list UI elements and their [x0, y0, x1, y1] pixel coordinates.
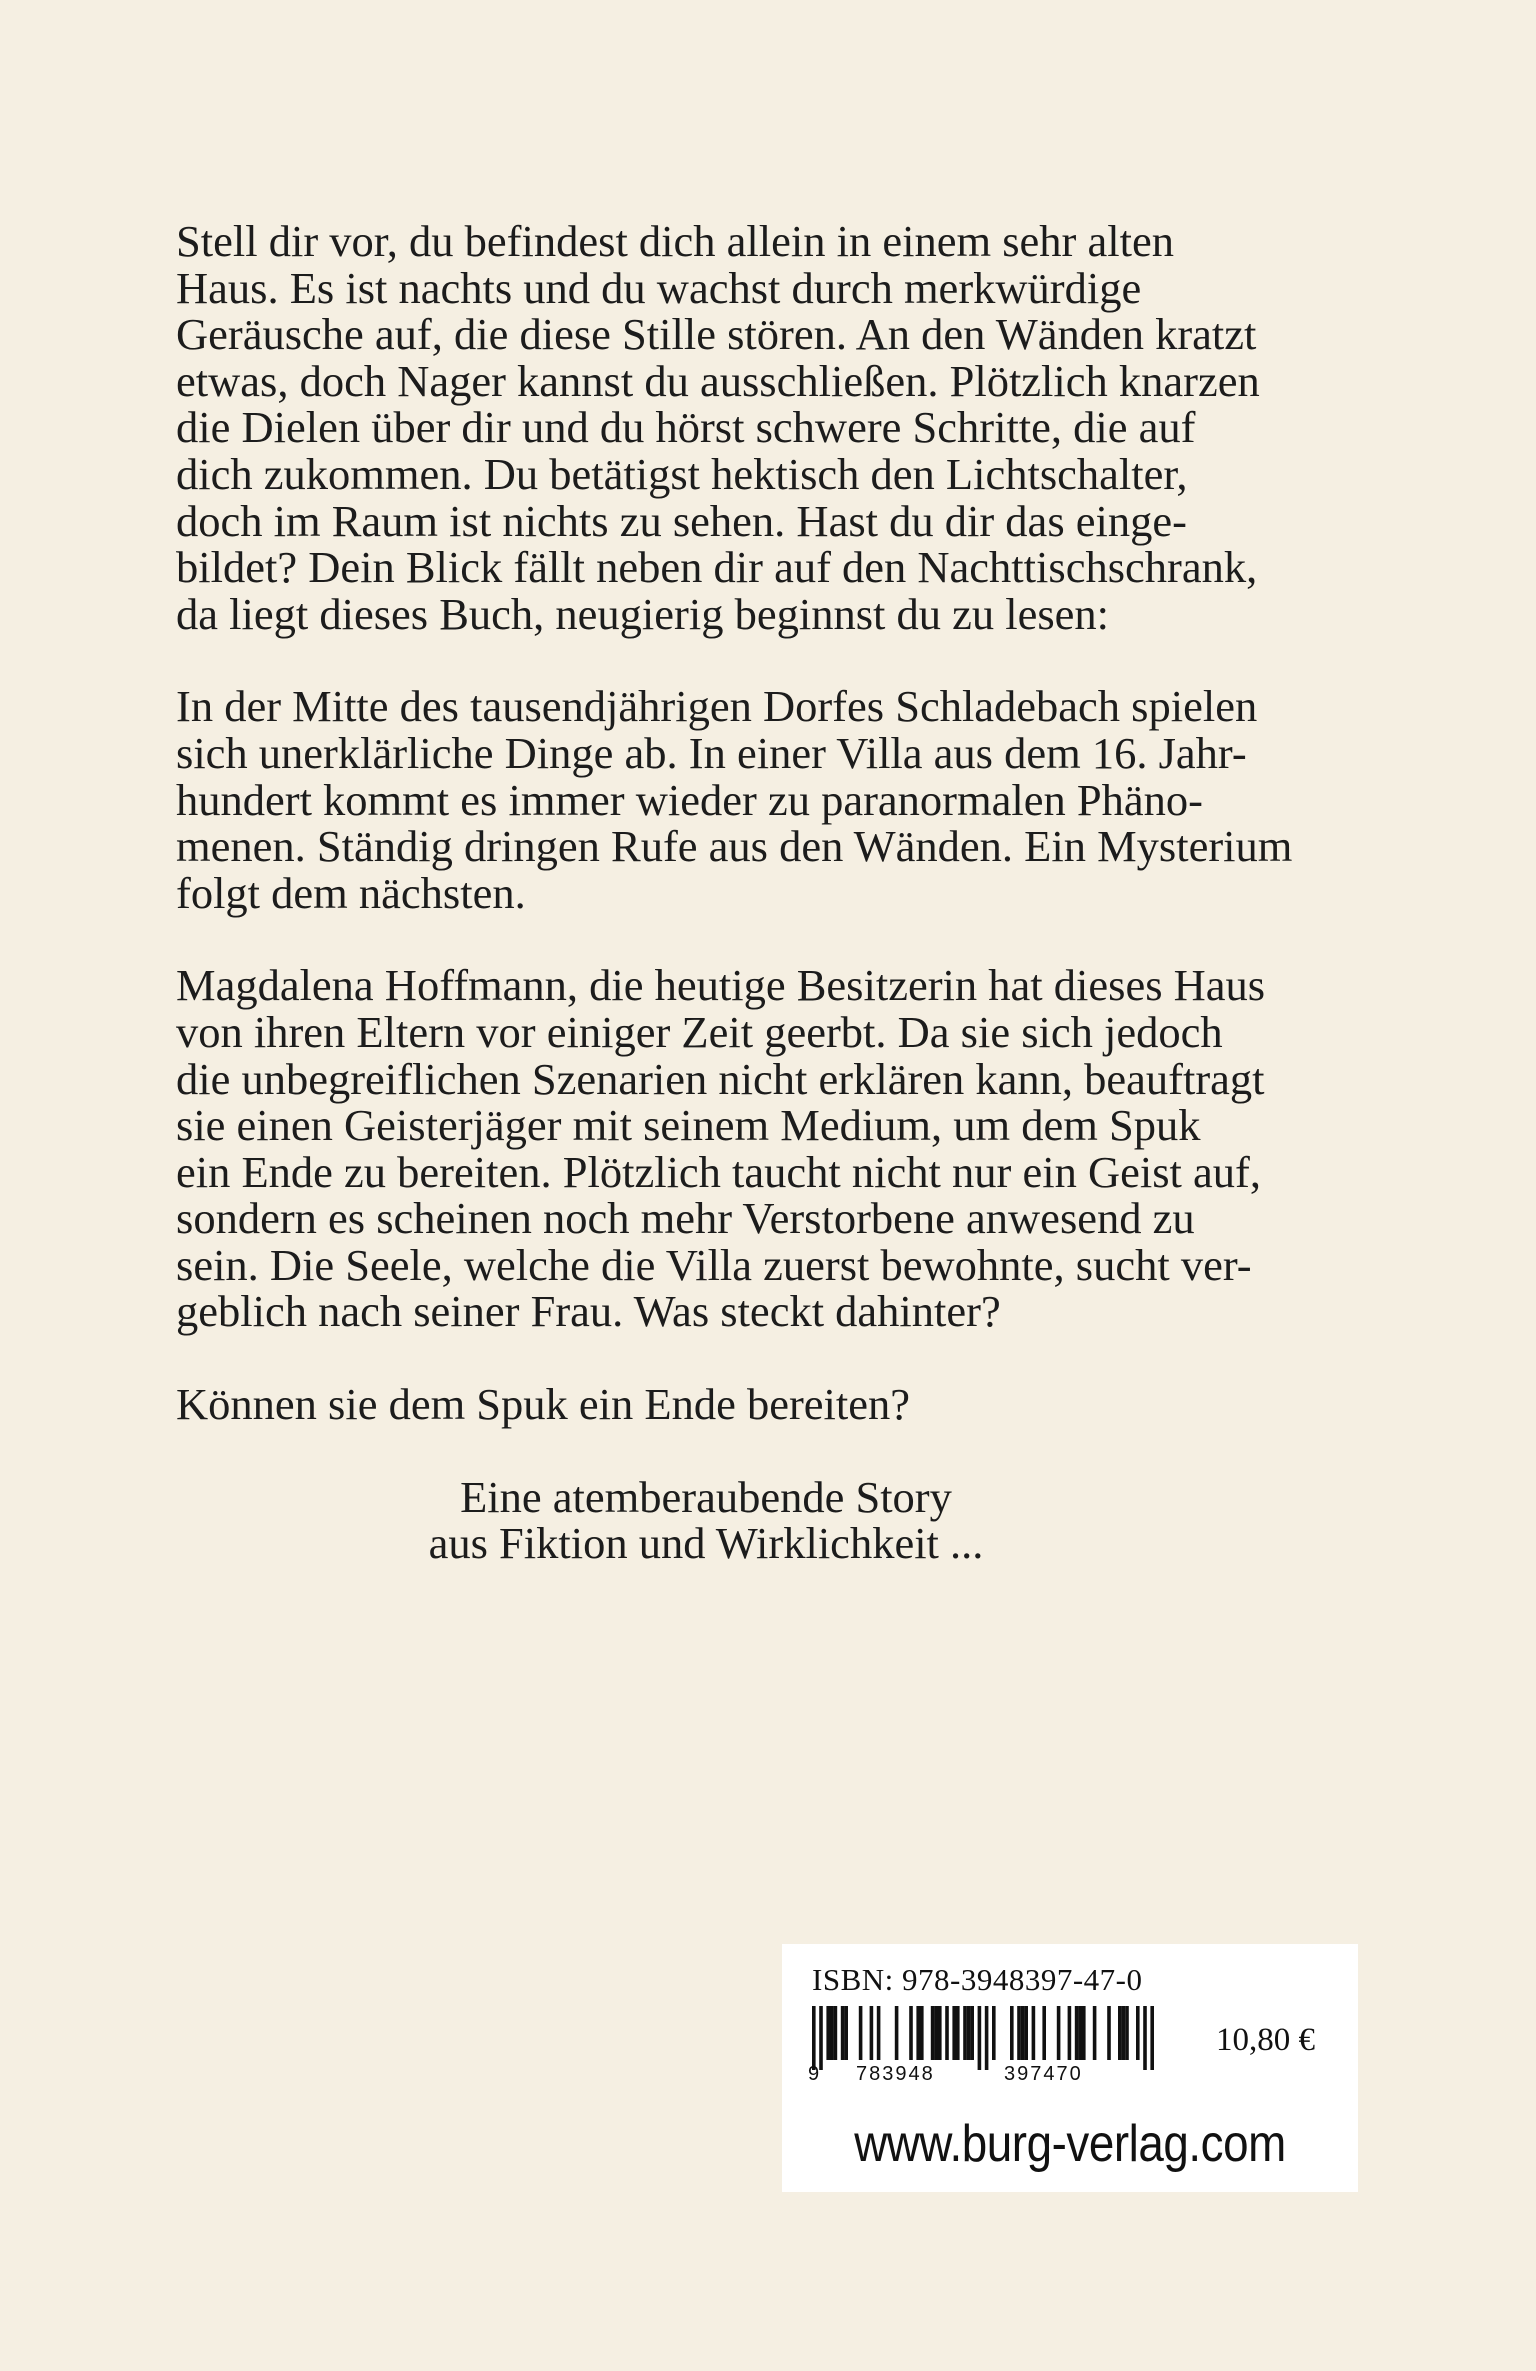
barcode-bar	[920, 2006, 924, 2060]
isbn-label: ISBN: 978-3948397-47-0	[812, 1962, 1143, 1997]
price-label: 10,80 €	[1216, 2022, 1315, 2058]
text-line: hundert kommt es immer wieder zu paranormalen Phäno-	[176, 774, 1203, 825]
text-line: sich unerklärliche Dinge ab. In einer Villa aus dem 16. Jahr-	[176, 727, 1247, 778]
text-line: sie einen Geisterjäger mit seinem Medium, um dem Spuk	[176, 1100, 1201, 1151]
barcode-bar	[938, 2006, 942, 2060]
barcode-digits-left: 783948	[856, 2063, 935, 2085]
text-line: menen. Ständig dringen Rufe aus den Wänden. Ein Mysterium	[176, 821, 1293, 872]
barcode-bar	[819, 2006, 823, 2070]
text-line: bildet? Dein Blick fällt neben dir auf den Nachttischschrank,	[176, 542, 1258, 593]
barcode-bar	[1078, 2006, 1082, 2060]
text-line: Haus. Es ist nachts und du wachst durch merkwürdige	[176, 262, 1142, 313]
text-line: In der Mitte des tausendjährigen Dorfes Schladebach spielen	[176, 681, 1258, 732]
text-line: ein Ende zu bereiten. Plötzlich taucht nicht nur ein Geist auf,	[176, 1146, 1261, 1197]
barcode-bar	[1068, 2006, 1072, 2060]
barcode-bar	[812, 2006, 816, 2070]
barcode-bar	[934, 2006, 938, 2060]
blurb-question	[176, 1381, 1366, 1428]
barcode-bar	[1032, 2006, 1036, 2060]
barcode-bar	[1082, 2006, 1086, 2060]
barcode-bar	[931, 2006, 935, 2060]
barcode-bar	[1010, 2006, 1014, 2060]
blurb-paragraph-1	[176, 218, 1366, 637]
barcode-bar	[1125, 2006, 1129, 2060]
barcode-bar	[985, 2006, 989, 2070]
barcode-icon	[812, 2006, 1212, 2070]
text-line: Geräusche auf, die diese Stille stören. An den Wänden kratzt	[176, 309, 1257, 360]
text-line: geblich nach seiner Frau. Was steckt dahinter?	[176, 1286, 1001, 1337]
barcode-bar	[1136, 2006, 1140, 2060]
tagline	[176, 1471, 1236, 1569]
text-line: die unbegreiflichen Szenarien nicht erklären kann, beauftragt	[176, 1053, 1265, 1104]
text-line: etwas, doch Nager kannst du ausschließen. Plötzlich knarzen	[176, 355, 1260, 406]
text-line: Können sie dem Spuk ein Ende bereiten?	[176, 1379, 911, 1430]
text-line: von ihren Eltern vor einiger Zeit geerbt. Da sie sich jedoch	[176, 1006, 1223, 1057]
barcode-bar	[1057, 2006, 1061, 2060]
back-cover-blurb	[176, 218, 1366, 1567]
barcode-bar	[895, 2006, 899, 2060]
barcode-bar	[1122, 2006, 1126, 2060]
barcode-bar	[967, 2006, 971, 2060]
barcode-bar	[945, 2006, 949, 2060]
publisher-website: www.burg-verlag.com	[854, 2115, 1286, 2173]
text-line: da liegt dieses Buch, neugierig beginnst du zu lesen:	[176, 588, 1110, 639]
text-line: doch im Raum ist nichts zu sehen. Hast du dir das einge-	[176, 495, 1187, 546]
barcode-bar	[870, 2006, 874, 2060]
text-line: sein. Die Seele, welche die Villa zuerst bewohnte, sucht ver-	[176, 1239, 1252, 1290]
text-line: Magdalena Hoffmann, die heutige Besitzerin hat dieses Haus	[176, 960, 1266, 1011]
barcode-bar	[1024, 2006, 1028, 2060]
tagline-line: Eine atemberaubende Story	[460, 1471, 952, 1522]
blurb-paragraph-2	[176, 683, 1366, 916]
text-line: folgt dem nächsten.	[176, 867, 526, 918]
barcode-bar	[1042, 2006, 1046, 2060]
text-line: Stell dir vor, du befindest dich allein in einem sehr alten	[176, 216, 1174, 266]
tagline-line: aus Fiktion und Wirklichkeit ...	[428, 1518, 984, 1569]
barcode-bar	[1021, 2006, 1025, 2060]
barcode-bar	[916, 2006, 920, 2060]
barcode-digits-right: 397470	[1004, 2063, 1083, 2085]
barcode-bar	[859, 2006, 863, 2060]
text-line: sondern es scheinen noch mehr Verstorbene anwesend zu	[176, 1193, 1195, 1244]
barcode-bar	[1093, 2006, 1097, 2060]
barcode-bar	[963, 2006, 967, 2060]
barcode-bar	[1017, 2006, 1021, 2060]
barcode-digit-first: 9	[808, 2063, 820, 2085]
barcode-bar	[877, 2006, 881, 2060]
barcode-bar	[830, 2006, 834, 2060]
barcode-bar	[970, 2006, 974, 2060]
blurb-paragraph-3	[176, 962, 1366, 1335]
barcode-bar	[1107, 2006, 1111, 2060]
barcode-bar	[1118, 2006, 1122, 2060]
text-line: die Dielen über dir und du hörst schwere Schritte, die auf	[176, 402, 1196, 453]
barcode-bar	[1150, 2006, 1154, 2070]
barcode-bar	[834, 2006, 838, 2060]
barcode-bar	[841, 2006, 845, 2060]
barcode-bar	[1075, 2006, 1079, 2060]
text-line: dich zukommen. Du betätigst hektisch den Lichtschalter,	[176, 448, 1188, 499]
barcode-bar	[909, 2006, 913, 2060]
barcode-bar	[952, 2006, 956, 2060]
barcode-label	[782, 1944, 1358, 2192]
barcode-bar	[844, 2006, 848, 2060]
barcode-bar	[826, 2006, 830, 2060]
barcode-bar	[1143, 2006, 1147, 2070]
barcode-bar	[956, 2006, 960, 2060]
barcode-bar	[978, 2006, 982, 2070]
barcode-bar	[992, 2006, 996, 2060]
